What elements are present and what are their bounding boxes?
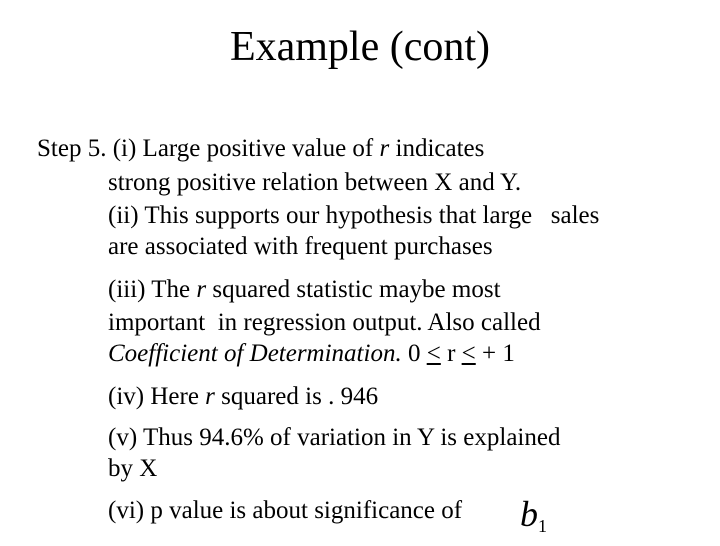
body-line-11: (vi) p value is about significance of (108, 497, 463, 524)
body-line-10: by X (108, 455, 158, 482)
body-line-7 (108, 339, 515, 369)
body-line-4: are associated with frequent purchases (108, 233, 493, 260)
r-symbol: r (379, 135, 390, 162)
range-r: r (440, 340, 462, 367)
r-symbol: r (196, 276, 207, 303)
coefficient-term: Coefficient of Determination. (108, 340, 402, 367)
body-line-8 (108, 382, 378, 412)
body-line-5 (108, 275, 501, 305)
range-one: + 1 (475, 340, 515, 367)
less-equal-symbol: < (461, 340, 476, 367)
body-line-9: (v) Thus 94.6% of variation in Y is explained (108, 424, 561, 451)
line1-end: indicates (389, 135, 485, 162)
body-line-6: important in regression output. Also called (108, 309, 541, 336)
b1-letter: b (520, 494, 538, 534)
range-zero: 0 (401, 340, 427, 367)
line8-start: (iv) Here (108, 383, 206, 410)
line5-start: (iii) The (108, 276, 197, 303)
line8-end: squared is . 946 (214, 383, 379, 410)
b1-subscript: 1 (538, 516, 547, 536)
body-line-2: strong positive relation between X and Y. (108, 169, 522, 196)
body-line-1 (37, 134, 484, 164)
body-line-3: (ii) This supports our hypothesis that large sales (108, 202, 600, 229)
line5-end: squared statistic maybe most (206, 276, 501, 303)
step-label: Step 5. (i) Large positive value of (37, 135, 380, 162)
less-equal-symbol: < (426, 340, 441, 367)
r-symbol: r (205, 383, 215, 410)
b1-symbol (520, 494, 547, 546)
slide-title: Example (cont) (229, 24, 491, 70)
